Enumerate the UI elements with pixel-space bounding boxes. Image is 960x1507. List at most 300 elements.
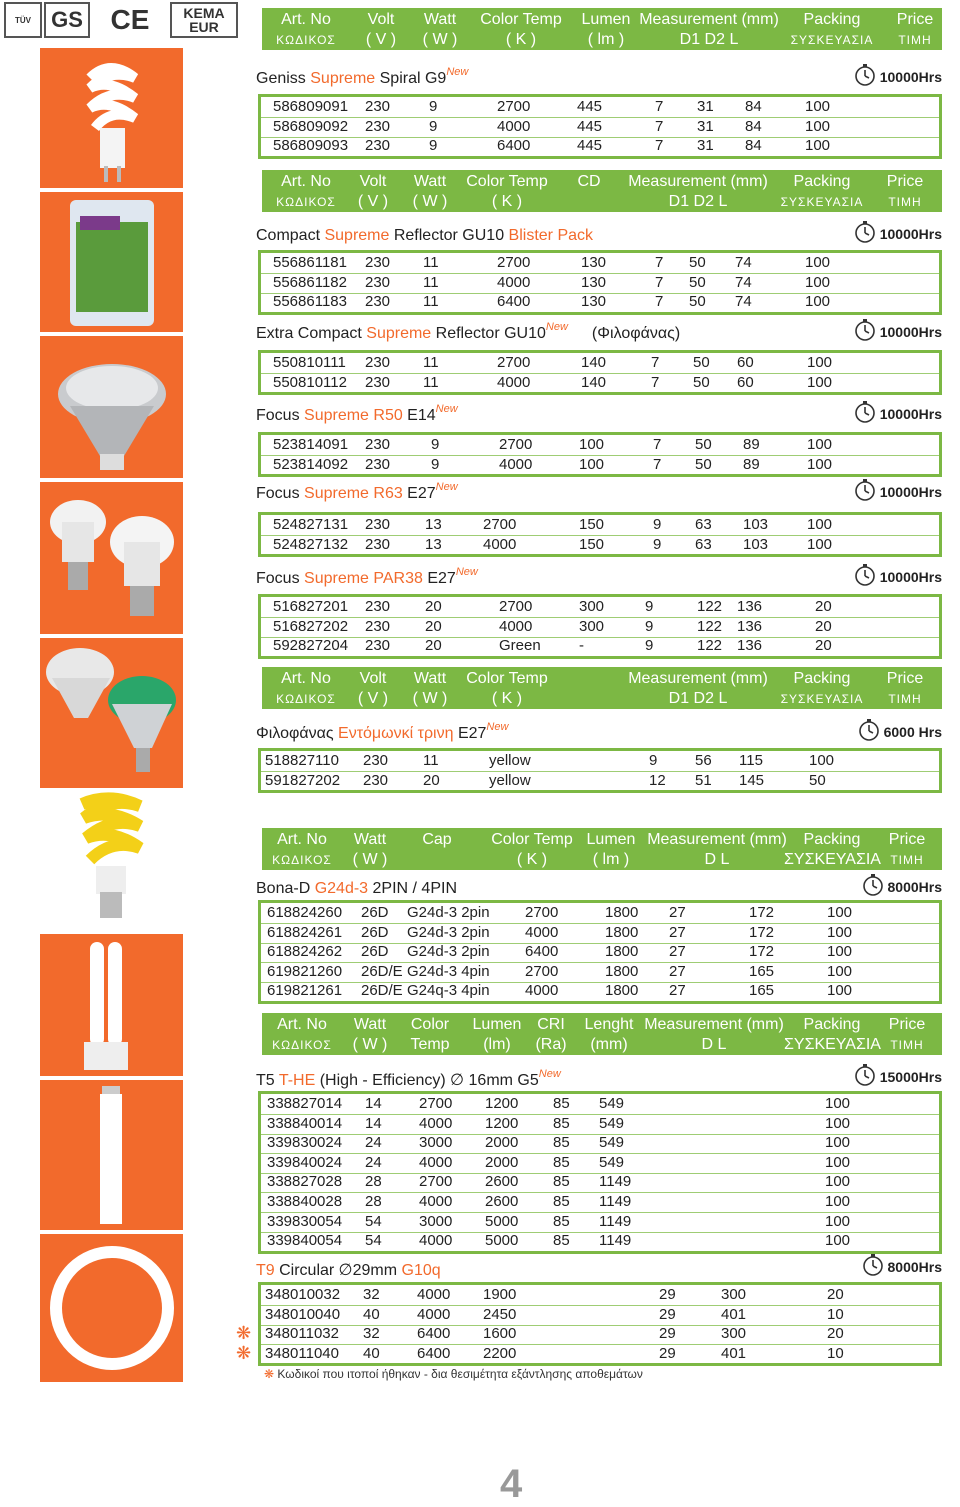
table-cell: 26D (361, 943, 389, 961)
table-cell: 4000 (497, 373, 531, 391)
table-row (261, 1305, 939, 1326)
table-cell: 518827110 (265, 752, 339, 769)
table-cell: 1800 (605, 904, 639, 921)
header-sublabel: ΣΥΣΚΕΥΑΣΙΑ (784, 851, 881, 868)
gs-logo: GS (44, 2, 90, 38)
table-cell: 339840054 (267, 1232, 343, 1250)
table-cell: 50 (695, 455, 712, 473)
table-cell: 339830054 (267, 1212, 343, 1230)
table-cell: 230 (365, 598, 391, 615)
image-par38 (40, 638, 183, 788)
data-table (258, 748, 942, 793)
table-cell: 145 (739, 771, 765, 789)
title-text: Reflector GU10 (389, 227, 509, 244)
hours-label: 10000Hrs (879, 405, 942, 422)
header-sublabel: ΤΙΜΗ (890, 853, 924, 867)
header-sublabel: ( W ) (412, 690, 448, 707)
lifetime-hours (854, 1064, 942, 1089)
table-cell: 516827202 (273, 617, 349, 635)
table-cell: 300 (721, 1286, 747, 1303)
new-badge: New (538, 1068, 561, 1080)
table-cell: 4000 (417, 1286, 451, 1303)
table-cell: 50 (689, 293, 706, 311)
table-cell: 586809091 (273, 98, 349, 115)
table-cell: 4000 (525, 923, 559, 941)
table-cell: 85 (553, 1212, 570, 1230)
header-sublabel: (mm) (590, 1036, 628, 1053)
table-cell: 523814091 (273, 436, 349, 453)
table-row (261, 455, 939, 475)
title-highlight: Supreme (366, 325, 432, 342)
table-cell: 4000 (419, 1114, 453, 1132)
header-col (466, 1015, 528, 1055)
table-cell: 20 (815, 637, 832, 655)
table-cell: 24 (365, 1153, 382, 1171)
table-cell: 6400 (497, 137, 531, 155)
kema-logo: KEMA EUR (170, 2, 238, 38)
table-row (261, 1133, 939, 1154)
table-cell: 13 (425, 516, 442, 533)
table-cell: 4000 (525, 982, 559, 1000)
table-cell: 9 (429, 98, 438, 115)
table-cell: 27 (669, 904, 686, 921)
table-cell: 100 (825, 1095, 851, 1112)
table-cell: 20 (827, 1325, 844, 1343)
header-sublabel: ( K ) (491, 690, 523, 707)
title-highlight: G24d-3 (314, 880, 369, 897)
table-cell: 1800 (605, 943, 639, 961)
table-cell: 100 (805, 98, 831, 115)
header-label: Lenght (584, 1016, 634, 1033)
table-cell: 2000 (485, 1134, 519, 1152)
table-cell: 9 (645, 617, 654, 635)
table-cell: 100 (827, 904, 853, 921)
table-cell: 56 (695, 752, 712, 769)
table-cell: 230 (365, 354, 391, 371)
table-cell: 85 (553, 1095, 570, 1112)
header-label: Art. No (277, 1016, 327, 1033)
header-col (784, 830, 880, 870)
table-cell: 619821260 (267, 962, 343, 980)
table-cell: 31 (697, 117, 714, 135)
table-cell: 14 (365, 1095, 382, 1112)
title-highlight: Supreme R63 (304, 485, 403, 502)
header-sublabel: D1 D2 L (668, 690, 728, 707)
header-col (470, 10, 572, 50)
table-cell: 11 (423, 752, 439, 769)
header-sublabel: (Ra) (535, 1036, 567, 1053)
title-text: Focus (256, 570, 305, 587)
new-badge: New (486, 721, 509, 733)
table-cell: 2700 (497, 354, 531, 371)
table-row (261, 1114, 939, 1135)
header-label: Packing (803, 1016, 861, 1033)
table-row (261, 1324, 939, 1345)
table-cell: 550810111 (273, 354, 346, 371)
table-header-4 (262, 828, 942, 870)
table-cell: 2700 (497, 254, 531, 271)
table-cell: 4000 (483, 535, 517, 553)
image-blister-pack (40, 192, 183, 332)
table-cell: 230 (365, 516, 391, 533)
lifetime-hours (854, 221, 942, 246)
table-cell: 26D (361, 904, 389, 921)
table-row (261, 751, 939, 772)
title-text: Focus (256, 485, 305, 502)
header-col (412, 10, 468, 50)
table-cell: 26D/E (361, 962, 403, 980)
table-header-1 (262, 8, 942, 50)
header-label: Watt (353, 831, 387, 848)
header-label: Price (886, 670, 924, 687)
table-cell: 100 (827, 923, 853, 941)
title-highlight: T9 (256, 1262, 275, 1279)
header-sublabel: ΚΩΔΙΚΟΣ (276, 33, 336, 47)
table-cell: 122 (697, 617, 723, 635)
table-cell: 4000 (417, 1305, 451, 1323)
header-sublabel: ( lm ) (587, 31, 625, 48)
header-col (342, 830, 398, 870)
header-sublabel: ( W ) (352, 1036, 388, 1053)
table-cell: 6400 (525, 943, 559, 961)
title-highlight: G10q (401, 1262, 441, 1279)
header-sublabel: D1 D2 L (679, 31, 739, 48)
section-title (256, 321, 681, 343)
table-cell: 172 (749, 943, 775, 961)
table-cell: 230 (365, 535, 391, 553)
table-cell: 100 (827, 943, 853, 961)
header-col (262, 669, 350, 709)
table-cell: 32 (363, 1325, 380, 1343)
section-title (256, 1260, 441, 1280)
table-cell: 230 (365, 117, 391, 135)
section-title (256, 721, 509, 743)
table-cell: 100 (579, 436, 605, 453)
table-cell: 338827014 (267, 1095, 343, 1112)
table-cell: 586809093 (273, 137, 349, 155)
table-cell: 130 (581, 254, 607, 271)
table-cell: 85 (553, 1232, 570, 1250)
title-text: Bona-D (256, 880, 315, 897)
table-row (261, 942, 939, 963)
table-cell: 591827202 (265, 771, 341, 789)
clock-icon (858, 719, 880, 744)
image-g24d (40, 934, 183, 1076)
table-cell: 1149 (599, 1212, 632, 1230)
table-row (261, 1153, 939, 1174)
hours-label: 6000 Hrs (883, 723, 942, 740)
table-cell: 103 (743, 535, 769, 553)
header-sublabel: ΚΩΔΙΚΟΣ (272, 853, 332, 867)
table-cell: 136 (737, 598, 763, 615)
table-cell: 348010040 (265, 1305, 341, 1323)
table-cell: 130 (581, 273, 607, 291)
header-sublabel: ΣΥΣΚΕΥΑΣΙΑ (784, 1036, 881, 1053)
table-row (261, 435, 939, 456)
table-cell: 85 (553, 1153, 570, 1171)
header-label: Packing (793, 670, 851, 687)
new-badge: New (435, 481, 458, 493)
table-cell: 230 (365, 436, 391, 453)
table-cell: 549 (599, 1134, 625, 1152)
section-title (256, 66, 469, 88)
table-cell: 20 (423, 771, 440, 789)
table-cell: 11 (423, 373, 439, 391)
header-label: Price (888, 1016, 926, 1033)
table-row (261, 1231, 939, 1251)
table-cell: 100 (805, 117, 831, 135)
section-title (256, 403, 458, 425)
table-cell: 2450 (483, 1305, 517, 1323)
header-col (526, 1015, 576, 1055)
table-cell: 100 (827, 982, 853, 1000)
table-cell: 2700 (525, 904, 559, 921)
title-text: Reflector GU10 (431, 325, 546, 342)
header-sublabel: ΚΩΔΙΚΟΣ (272, 1038, 332, 1052)
header-label: Packing (803, 11, 861, 28)
header-col (634, 10, 784, 50)
table-cell: 150 (579, 516, 605, 533)
table-cell: 32 (363, 1286, 380, 1303)
table-cell: 7 (653, 455, 662, 473)
table-cell: 2700 (525, 962, 559, 980)
table-cell: 20 (425, 598, 442, 615)
table-cell: 230 (365, 637, 391, 655)
header-sublabel: ( lm ) (592, 851, 630, 868)
table-cell: 74 (735, 273, 752, 291)
table-cell: 74 (735, 293, 752, 311)
table-cell: 89 (743, 436, 760, 453)
header-sublabel: ΤΙΜΗ (888, 692, 922, 706)
header-sublabel: ΚΩΔΙΚΟΣ (276, 692, 336, 706)
table-cell: 29 (659, 1305, 676, 1323)
table-row (261, 97, 939, 118)
title-text: Spiral G9 (375, 70, 447, 87)
header-col (402, 830, 472, 850)
table-cell: - (579, 637, 584, 655)
table-cell: 338840014 (267, 1114, 343, 1132)
table-cell: 524827132 (273, 535, 349, 553)
table-cell: 31 (697, 137, 714, 155)
table-cell: 27 (669, 943, 686, 961)
data-table (258, 94, 942, 159)
title-text: Circular ∅29mm (274, 1262, 402, 1279)
table-cell: 348010032 (265, 1286, 341, 1303)
header-label: Measurement (mm) (644, 1016, 784, 1033)
header-label: Color Temp (491, 831, 573, 848)
table-cell: 6400 (417, 1344, 451, 1362)
table-cell: 1600 (483, 1325, 517, 1343)
table-cell: 5000 (485, 1232, 519, 1250)
header-sublabel: ΚΩΔΙΚΟΣ (276, 195, 336, 209)
header-sublabel: D1 D2 L (668, 193, 728, 210)
table-cell: 556861181 (273, 254, 347, 271)
table-cell: 27 (669, 962, 686, 980)
header-label: Price (886, 173, 924, 190)
table-cell: 401 (721, 1305, 747, 1323)
title-text: E14 (402, 407, 436, 424)
title-highlight: Εντόμωνκί τρινη (338, 725, 454, 742)
asterisk-mark: ❋ (236, 1343, 252, 1363)
header-col (774, 669, 870, 709)
header-col (262, 1015, 342, 1055)
clock-icon (854, 564, 876, 589)
header-sublabel: ( K ) (516, 851, 548, 868)
asterisk-mark: ❋ (236, 1323, 252, 1343)
table-cell: 230 (365, 273, 391, 291)
title-text: Compact (256, 227, 325, 244)
table-cell: 1149 (599, 1173, 632, 1191)
table-cell: 11 (423, 273, 439, 291)
table-row (261, 981, 939, 1001)
clock-icon (862, 1254, 884, 1279)
table-cell: 51 (695, 771, 712, 789)
lifetime-hours (862, 874, 943, 899)
table-cell: 7 (655, 254, 664, 271)
table-row (261, 1094, 939, 1115)
table-cell: 150 (579, 535, 605, 553)
lifetime-hours (862, 1254, 943, 1279)
table-row (261, 923, 939, 944)
header-col (880, 10, 950, 50)
table-cell: 524827131 (273, 516, 349, 533)
table-cell: 339840024 (267, 1153, 343, 1171)
table-cell: 556861182 (273, 273, 347, 291)
header-col (872, 1015, 942, 1055)
header-label: Watt (413, 173, 447, 190)
image-r50-r63 (40, 482, 183, 634)
table-cell: 7 (655, 98, 664, 115)
table-cell: 50 (693, 373, 710, 391)
table-row (261, 1192, 939, 1213)
header-col (344, 669, 402, 709)
header-sublabel: ( W ) (422, 31, 458, 48)
header-sublabel: Temp (410, 1036, 450, 1053)
table-cell: 230 (365, 293, 391, 311)
table-cell: 348011032 (265, 1325, 339, 1343)
header-col (774, 172, 870, 212)
table-row (261, 253, 939, 274)
table-cell: 100 (807, 354, 833, 371)
table-cell: 100 (807, 373, 833, 391)
lifetime-hours (854, 319, 942, 344)
table-cell: 4000 (419, 1193, 453, 1210)
new-badge: New (455, 566, 478, 578)
table-cell: 230 (365, 373, 391, 391)
table-row (261, 1172, 939, 1193)
header-col (262, 172, 350, 212)
table-cell: 20 (815, 617, 832, 635)
table-cell: 2700 (483, 516, 517, 533)
hours-label: 10000Hrs (879, 225, 942, 242)
title-text: E27 (453, 725, 487, 742)
header-col (484, 830, 580, 870)
clock-icon (854, 319, 876, 344)
table-cell: 63 (695, 535, 712, 553)
clock-icon (862, 874, 884, 899)
data-table (258, 250, 942, 315)
table-cell: G24d-3 2pin (407, 904, 490, 921)
table-cell: 100 (807, 535, 833, 553)
hours-label: 10000Hrs (879, 68, 942, 85)
table-cell: 84 (745, 117, 762, 135)
table-cell: 1800 (605, 923, 639, 941)
table-row (261, 136, 939, 156)
table-cell: 40 (363, 1305, 380, 1323)
table-cell: 2700 (419, 1095, 453, 1112)
table-cell: 516827201 (273, 598, 349, 615)
table-cell: 100 (805, 254, 831, 271)
section-title (256, 481, 458, 503)
table-cell: 5000 (485, 1212, 519, 1230)
hours-label: 10000Hrs (879, 483, 942, 500)
header-label: Cap (422, 831, 452, 848)
table-cell: 29 (659, 1325, 676, 1343)
table-cell: 230 (363, 752, 389, 769)
table-cell: 130 (581, 293, 607, 311)
data-table (258, 1282, 942, 1366)
table-cell: 11 (423, 293, 439, 311)
table-cell: 63 (695, 516, 712, 533)
image-circular-t9 (40, 1234, 183, 1382)
header-sublabel: ( W ) (352, 851, 388, 868)
title-highlight: T-HE (278, 1072, 316, 1089)
clock-icon (854, 401, 876, 426)
header-label: Price (896, 11, 934, 28)
table-row (261, 1285, 939, 1306)
title-text: E27 (422, 570, 456, 587)
header-col (402, 1015, 458, 1055)
table-cell: G24d-3 4pin (407, 962, 490, 980)
table-cell: 165 (749, 982, 775, 1000)
table-cell: 13 (425, 535, 442, 553)
ce-logo: CE (106, 2, 154, 38)
table-row (261, 373, 939, 393)
table-cell: 4000 (419, 1153, 453, 1171)
table-cell: 26D/E (361, 982, 403, 1000)
table-cell: 29 (659, 1344, 676, 1362)
lifetime-hours (854, 564, 942, 589)
table-cell: 100 (805, 273, 831, 291)
table-cell: 136 (737, 637, 763, 655)
table-cell: 556861183 (273, 293, 347, 311)
table-cell: 84 (745, 137, 762, 155)
table-cell: 7 (655, 137, 664, 155)
table-cell: 54 (365, 1212, 382, 1230)
section-title (256, 880, 457, 898)
table-header-3 (262, 667, 942, 709)
table-cell: 31 (697, 98, 714, 115)
table-row (261, 771, 939, 791)
header-label: Measurement (mm) (647, 831, 787, 848)
header-label: Watt (413, 670, 447, 687)
table-cell: 618824261 (267, 923, 343, 941)
image-reflector-gu10 (40, 336, 183, 478)
table-cell: 4000 (497, 117, 531, 135)
table-row (261, 292, 939, 312)
title-highlight: Supreme PAR38 (304, 570, 423, 587)
table-cell: 60 (737, 354, 754, 371)
table-cell: 348011040 (265, 1344, 339, 1362)
table-cell: 50 (695, 436, 712, 453)
header-sublabel: D L (701, 1036, 727, 1053)
table-cell: 523814092 (273, 455, 349, 473)
header-col (644, 830, 790, 870)
header-col (344, 172, 402, 212)
table-cell: 445 (577, 98, 603, 115)
table-cell: 100 (805, 293, 831, 311)
table-cell: 29 (659, 1286, 676, 1303)
